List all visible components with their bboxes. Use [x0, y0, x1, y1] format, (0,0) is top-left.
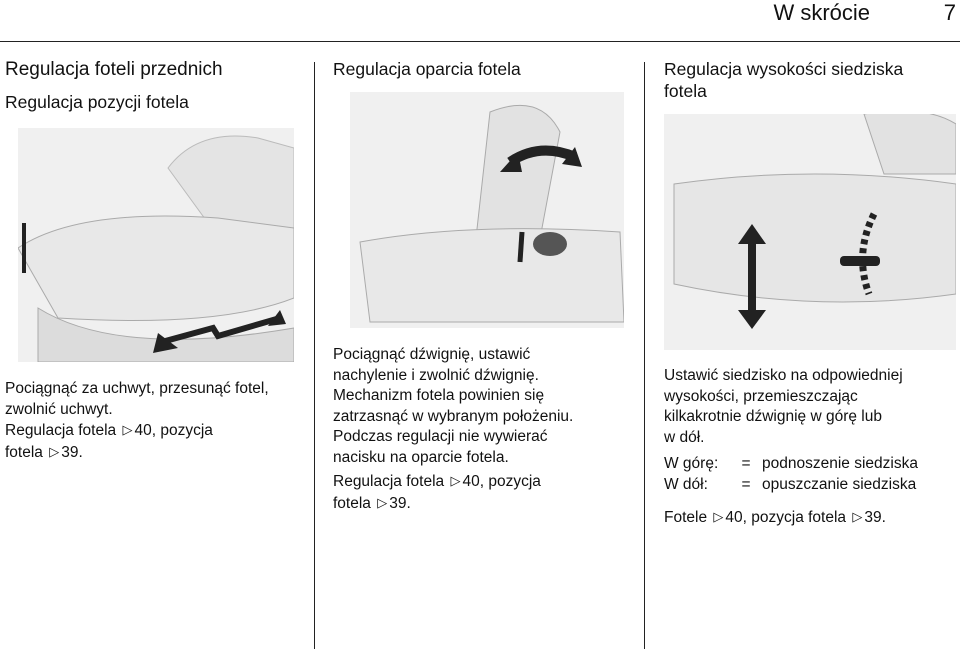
column1-text	[5, 379, 305, 463]
reference-link[interactable]: 40, pozycja	[462, 473, 541, 490]
section-title: W skrócie	[773, 0, 870, 25]
sub-heading: Regulacja pozycji fotela	[5, 92, 189, 112]
column-backrest	[333, 58, 633, 80]
instruction-line: Pociągnąć dźwignię, ustawić	[333, 346, 531, 363]
instruction-line: w dół.	[664, 428, 705, 446]
lever-icon	[533, 232, 567, 256]
instruction-line: nachylenie i zwolnić dźwignię.	[333, 366, 539, 384]
reference-link[interactable]: 39.	[61, 443, 83, 461]
height-heading: Regulacja wysokości siedziska	[664, 59, 904, 79]
reference-arrow-icon: ▷	[122, 422, 133, 437]
reference-arrow-icon: ▷	[377, 494, 388, 510]
def-term: W dół:	[664, 475, 708, 493]
reference-arrow-icon: ▷	[450, 473, 461, 488]
instruction-line: Mechanizm fotela powinien się	[333, 387, 545, 404]
lever-icon	[840, 256, 880, 266]
def-equals: =	[741, 455, 751, 472]
definition-row	[664, 475, 918, 496]
backrest-illustration	[350, 92, 624, 328]
instruction-line: zatrzasnąć w wybranym położeniu.	[333, 407, 574, 425]
def-equals: =	[741, 475, 751, 493]
column-seat-position	[5, 58, 305, 113]
instruction-line: kilkakrotnie dźwignię w górę lub	[664, 408, 882, 425]
seat-position-illustration	[18, 128, 294, 362]
reference-link[interactable]: 39.	[864, 509, 886, 526]
column-divider-2	[644, 62, 645, 649]
column-divider-1	[314, 62, 315, 649]
page-number: 7	[943, 0, 956, 25]
column2-text	[333, 345, 633, 514]
definition-table	[664, 454, 918, 495]
header-divider	[0, 41, 960, 42]
def-description: opuszczanie siedziska	[762, 475, 917, 493]
column3-text	[664, 366, 956, 529]
column-seat-height	[664, 58, 956, 102]
height-heading-cont: fotela	[664, 81, 707, 101]
reference-arrow-icon: ▷	[852, 509, 863, 524]
def-description: podnoszenie siedziska	[762, 455, 918, 472]
reference-link[interactable]: 40, pozycja fotela	[725, 509, 847, 526]
reference-arrow-icon: ▷	[49, 443, 60, 459]
main-heading: Regulacja foteli przednich	[5, 59, 223, 80]
page-header	[0, 0, 960, 42]
instruction-line: wysokości, przemieszczając	[664, 387, 858, 405]
definition-row	[664, 454, 918, 475]
instruction-line: nacisku na oparcie fotela.	[333, 448, 509, 466]
arrow-down-icon	[738, 310, 766, 329]
backrest-heading: Regulacja oparcia fotela	[333, 59, 521, 79]
instruction-line: Ustawić siedzisko na odpowiedniej	[664, 367, 903, 384]
reference-text: Fotele ▷ 40, pozycja fotela ▷ 39.	[664, 509, 886, 526]
instruction-text: Pociągnąć za uchwyt, przesunąć fotel, zwolnić uchwyt.	[5, 380, 269, 418]
reference-arrow-icon: ▷	[713, 509, 724, 524]
pull-arrow-icon	[520, 232, 522, 262]
seat-height-illustration	[664, 114, 956, 350]
def-term: W górę:	[664, 455, 719, 472]
reference-text: Regulacja fotela ▷ 40, pozycja fotela ▷ 39.	[333, 473, 541, 512]
reference-link[interactable]: 39.	[389, 494, 411, 512]
instruction-line: Podczas regulacji nie wywierać	[333, 428, 548, 445]
reference-text: Regulacja fotela ▷ 40, pozycja fotela ▷ 39.	[5, 422, 213, 461]
reference-link[interactable]: 40, pozycja	[134, 422, 213, 439]
